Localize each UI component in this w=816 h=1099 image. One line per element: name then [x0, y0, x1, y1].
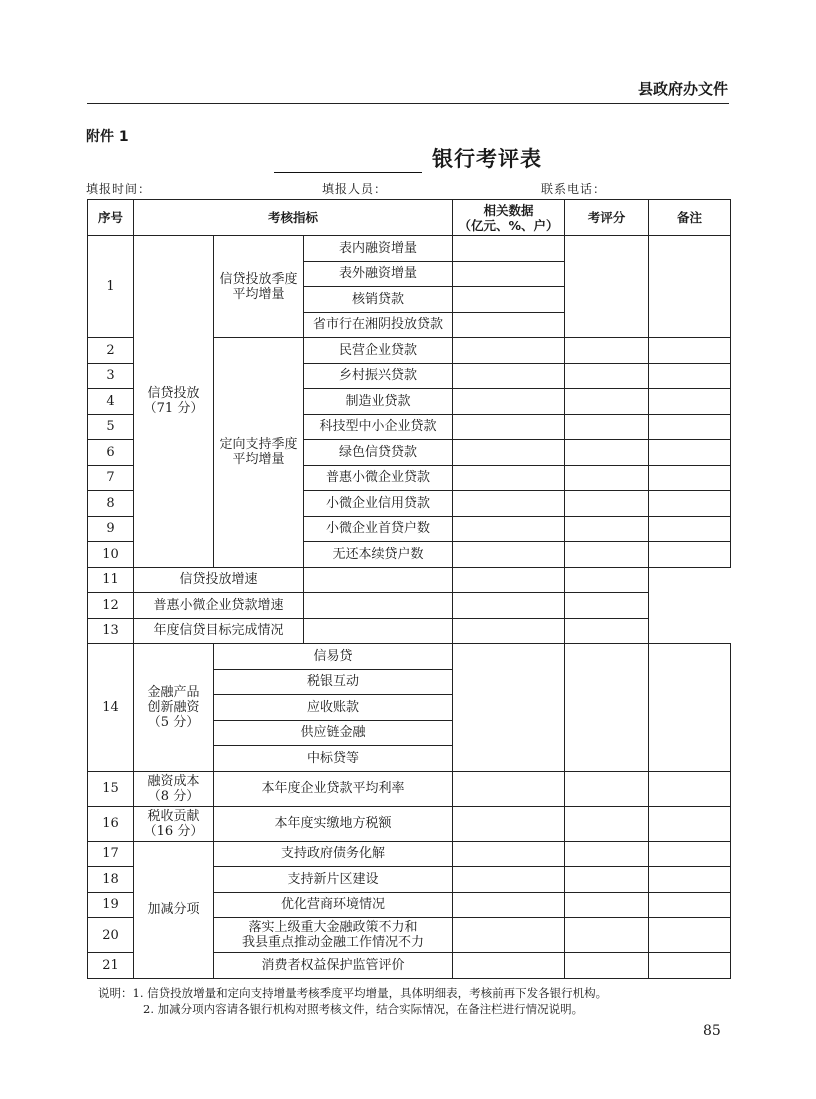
score-cell[interactable]	[565, 841, 649, 867]
remark-cell[interactable]	[649, 389, 731, 415]
indicator-item: 本年度实缴地方税额	[214, 806, 453, 841]
indicator-item: 年度信贷目标完成情况	[134, 618, 304, 644]
remark-cell[interactable]	[649, 236, 731, 338]
row-number: 13	[88, 618, 134, 644]
row-number: 12	[88, 593, 134, 619]
data-cell[interactable]	[304, 567, 453, 593]
indicator-item: 供应链金融	[214, 720, 453, 746]
remark-cell[interactable]	[649, 516, 731, 542]
data-cell[interactable]	[453, 953, 565, 979]
category-credit-score: （71 分）	[143, 401, 204, 417]
indicator-item: 表内融资增量	[304, 236, 453, 262]
indicator-item: 本年度企业贷款平均利率	[214, 771, 453, 806]
remark-cell[interactable]	[649, 363, 731, 389]
fill-time-label: 填报时间：	[86, 182, 152, 196]
score-cell[interactable]	[453, 593, 565, 619]
score-cell[interactable]	[565, 644, 649, 772]
subcategory-directed-line1: 定向支持季度	[219, 437, 298, 453]
score-cell[interactable]	[453, 567, 565, 593]
category-tax-line2: （16 分）	[143, 823, 204, 839]
data-cell[interactable]	[453, 516, 565, 542]
document-header-label: 县政府办文件	[637, 80, 728, 98]
data-cell[interactable]	[453, 338, 565, 364]
footnotes	[98, 985, 607, 1017]
remark-cell[interactable]	[649, 542, 731, 568]
remark-cell[interactable]	[565, 567, 649, 593]
indicator-item: 核销贷款	[304, 287, 453, 313]
indicator-item: 消费者权益保护监管评价	[214, 953, 453, 979]
score-cell[interactable]	[565, 465, 649, 491]
row-number: 18	[88, 867, 134, 893]
data-cell[interactable]	[453, 236, 565, 262]
score-cell[interactable]	[565, 236, 649, 338]
row-number: 4	[88, 389, 134, 415]
data-cell[interactable]	[453, 892, 565, 918]
score-cell[interactable]	[565, 892, 649, 918]
subcategory-quarter	[214, 236, 304, 338]
category-cost	[134, 771, 214, 806]
score-cell[interactable]	[565, 771, 649, 806]
data-cell[interactable]	[453, 261, 565, 287]
remark-cell[interactable]	[649, 465, 731, 491]
row-number: 17	[88, 841, 134, 867]
category-product-line3: （5 分）	[147, 714, 200, 730]
remark-cell[interactable]	[565, 593, 649, 619]
evaluation-table	[87, 199, 731, 979]
remark-cell[interactable]	[649, 338, 731, 364]
indicator-item: 支持新片区建设	[214, 867, 453, 893]
row-number: 6	[88, 440, 134, 466]
row-number: 1	[88, 236, 134, 338]
table-row	[88, 618, 731, 644]
indicator-item: 表外融资增量	[304, 261, 453, 287]
indicator-item: 普惠小微企业贷款	[304, 465, 453, 491]
table-row	[88, 644, 731, 670]
table-row	[88, 771, 731, 806]
category-product-line2: 创新融资	[147, 699, 200, 715]
category-credit	[134, 236, 214, 568]
data-cell[interactable]	[304, 618, 453, 644]
category-bonus: 加减分项	[134, 841, 214, 978]
row-number: 16	[88, 806, 134, 841]
data-cell[interactable]	[453, 867, 565, 893]
row-number: 7	[88, 465, 134, 491]
indicator-item: 科技型中小企业贷款	[304, 414, 453, 440]
footnote-1: 说明：1. 信贷投放增量和定向支持增量考核季度平均增量，具体明细表，考核前再下发各银行机构。	[98, 986, 608, 1000]
indicator-item: 优化营商环境情况	[214, 892, 453, 918]
score-cell[interactable]	[565, 918, 649, 953]
table-row	[88, 841, 731, 867]
table-row	[88, 806, 731, 841]
indicator-item-line1: 落实上级重大金融政策不力和	[248, 920, 418, 935]
remark-cell[interactable]	[649, 771, 731, 806]
score-cell[interactable]	[565, 491, 649, 517]
header-rule	[87, 103, 729, 104]
remark-cell[interactable]	[649, 806, 731, 841]
data-cell[interactable]	[453, 491, 565, 517]
header-indicator: 考核指标	[134, 200, 453, 236]
subcategory-quarter-line1: 信贷投放季度	[219, 271, 298, 287]
remark-cell[interactable]	[649, 491, 731, 517]
indicator-item: 普惠小微企业贷款增速	[134, 593, 304, 619]
category-product	[134, 644, 214, 772]
row-number: 15	[88, 771, 134, 806]
indicator-item	[214, 918, 453, 953]
header-remark: 备注	[649, 200, 731, 236]
remark-cell[interactable]	[649, 892, 731, 918]
table-row	[88, 567, 731, 593]
row-number: 20	[88, 918, 134, 953]
header-data-line2: （亿元、%、户）	[458, 217, 559, 233]
data-cell[interactable]	[453, 841, 565, 867]
score-cell[interactable]	[565, 440, 649, 466]
indicator-item-line2: 我县重点推动金融工作情况不力	[242, 935, 425, 950]
category-tax-line1: 税收贡献	[147, 808, 200, 824]
indicator-item: 信易贷	[214, 644, 453, 670]
score-cell[interactable]	[565, 806, 649, 841]
indicator-item: 绿色信贷贷款	[304, 440, 453, 466]
header-data	[453, 200, 565, 236]
fill-person-label: 填报人员：	[322, 182, 388, 196]
data-cell[interactable]	[453, 771, 565, 806]
row-number: 3	[88, 363, 134, 389]
data-cell[interactable]	[453, 363, 565, 389]
header-data-line1: 相关数据	[483, 202, 534, 218]
data-cell[interactable]	[453, 312, 565, 338]
category-credit-name: 信贷投放	[147, 386, 200, 402]
row-number: 11	[88, 567, 134, 593]
indicator-item: 省市行在湘阴投放贷款	[304, 312, 453, 338]
data-cell[interactable]	[453, 918, 565, 953]
row-number: 21	[88, 953, 134, 979]
data-cell[interactable]	[453, 389, 565, 415]
row-number: 8	[88, 491, 134, 517]
data-cell[interactable]	[304, 593, 453, 619]
subcategory-directed	[214, 338, 304, 568]
data-cell[interactable]	[453, 465, 565, 491]
table-row	[88, 593, 731, 619]
data-cell[interactable]	[453, 414, 565, 440]
fill-phone-label: 联系电话：	[541, 182, 607, 196]
remark-cell[interactable]	[649, 918, 731, 953]
page-number: 85	[703, 1023, 721, 1039]
table-header-row	[88, 200, 731, 236]
indicator-item: 无还本续贷户数	[304, 542, 453, 568]
row-number: 5	[88, 414, 134, 440]
footnote-2: 2. 加减分项内容请各银行机构对照考核文件，结合实际情况，在备注栏进行情况说明。	[143, 1002, 584, 1016]
row-number: 2	[88, 338, 134, 364]
indicator-item: 制造业贷款	[304, 389, 453, 415]
data-cell[interactable]	[453, 542, 565, 568]
score-cell[interactable]	[565, 389, 649, 415]
score-cell[interactable]	[565, 542, 649, 568]
indicator-item: 中标贷等	[214, 746, 453, 772]
indicator-item: 民营企业贷款	[304, 338, 453, 364]
subcategory-directed-line2: 平均增量	[232, 452, 285, 468]
header-no: 序号	[88, 200, 134, 236]
data-cell[interactable]	[453, 806, 565, 841]
data-cell[interactable]	[453, 287, 565, 313]
header-score: 考评分	[565, 200, 649, 236]
indicator-item: 乡村振兴贷款	[304, 363, 453, 389]
category-cost-line1: 融资成本	[147, 773, 200, 789]
score-cell[interactable]	[453, 618, 565, 644]
bank-name-blank[interactable]	[274, 152, 422, 173]
remark-cell[interactable]	[649, 440, 731, 466]
category-tax	[134, 806, 214, 841]
title-text: 银行考评表	[432, 147, 542, 171]
score-cell[interactable]	[565, 867, 649, 893]
category-cost-line2: （8 分）	[147, 788, 200, 804]
indicator-item: 小微企业信用贷款	[304, 491, 453, 517]
remark-cell[interactable]	[649, 867, 731, 893]
remark-cell[interactable]	[649, 841, 731, 867]
remark-cell[interactable]	[649, 644, 731, 772]
score-cell[interactable]	[565, 953, 649, 979]
indicator-item: 应收账款	[214, 695, 453, 721]
row-number: 10	[88, 542, 134, 568]
indicator-item: 支持政府债务化解	[214, 841, 453, 867]
remark-cell[interactable]	[565, 618, 649, 644]
subcategory-quarter-line2: 平均增量	[232, 286, 285, 302]
indicator-item: 信贷投放增速	[134, 567, 304, 593]
score-cell[interactable]	[565, 516, 649, 542]
data-cell[interactable]	[453, 440, 565, 466]
row-number: 9	[88, 516, 134, 542]
row-number: 14	[88, 644, 134, 772]
indicator-item: 小微企业首贷户数	[304, 516, 453, 542]
category-product-line1: 金融产品	[147, 684, 200, 700]
score-cell[interactable]	[565, 363, 649, 389]
indicator-item: 税银互动	[214, 669, 453, 695]
score-cell[interactable]	[565, 338, 649, 364]
remark-cell[interactable]	[649, 414, 731, 440]
remark-cell[interactable]	[649, 953, 731, 979]
row-number: 19	[88, 892, 134, 918]
page-title	[0, 143, 816, 173]
score-cell[interactable]	[565, 414, 649, 440]
table-row	[88, 236, 731, 262]
data-cell[interactable]	[453, 644, 565, 772]
attachment-label: 附件 1	[86, 129, 129, 145]
